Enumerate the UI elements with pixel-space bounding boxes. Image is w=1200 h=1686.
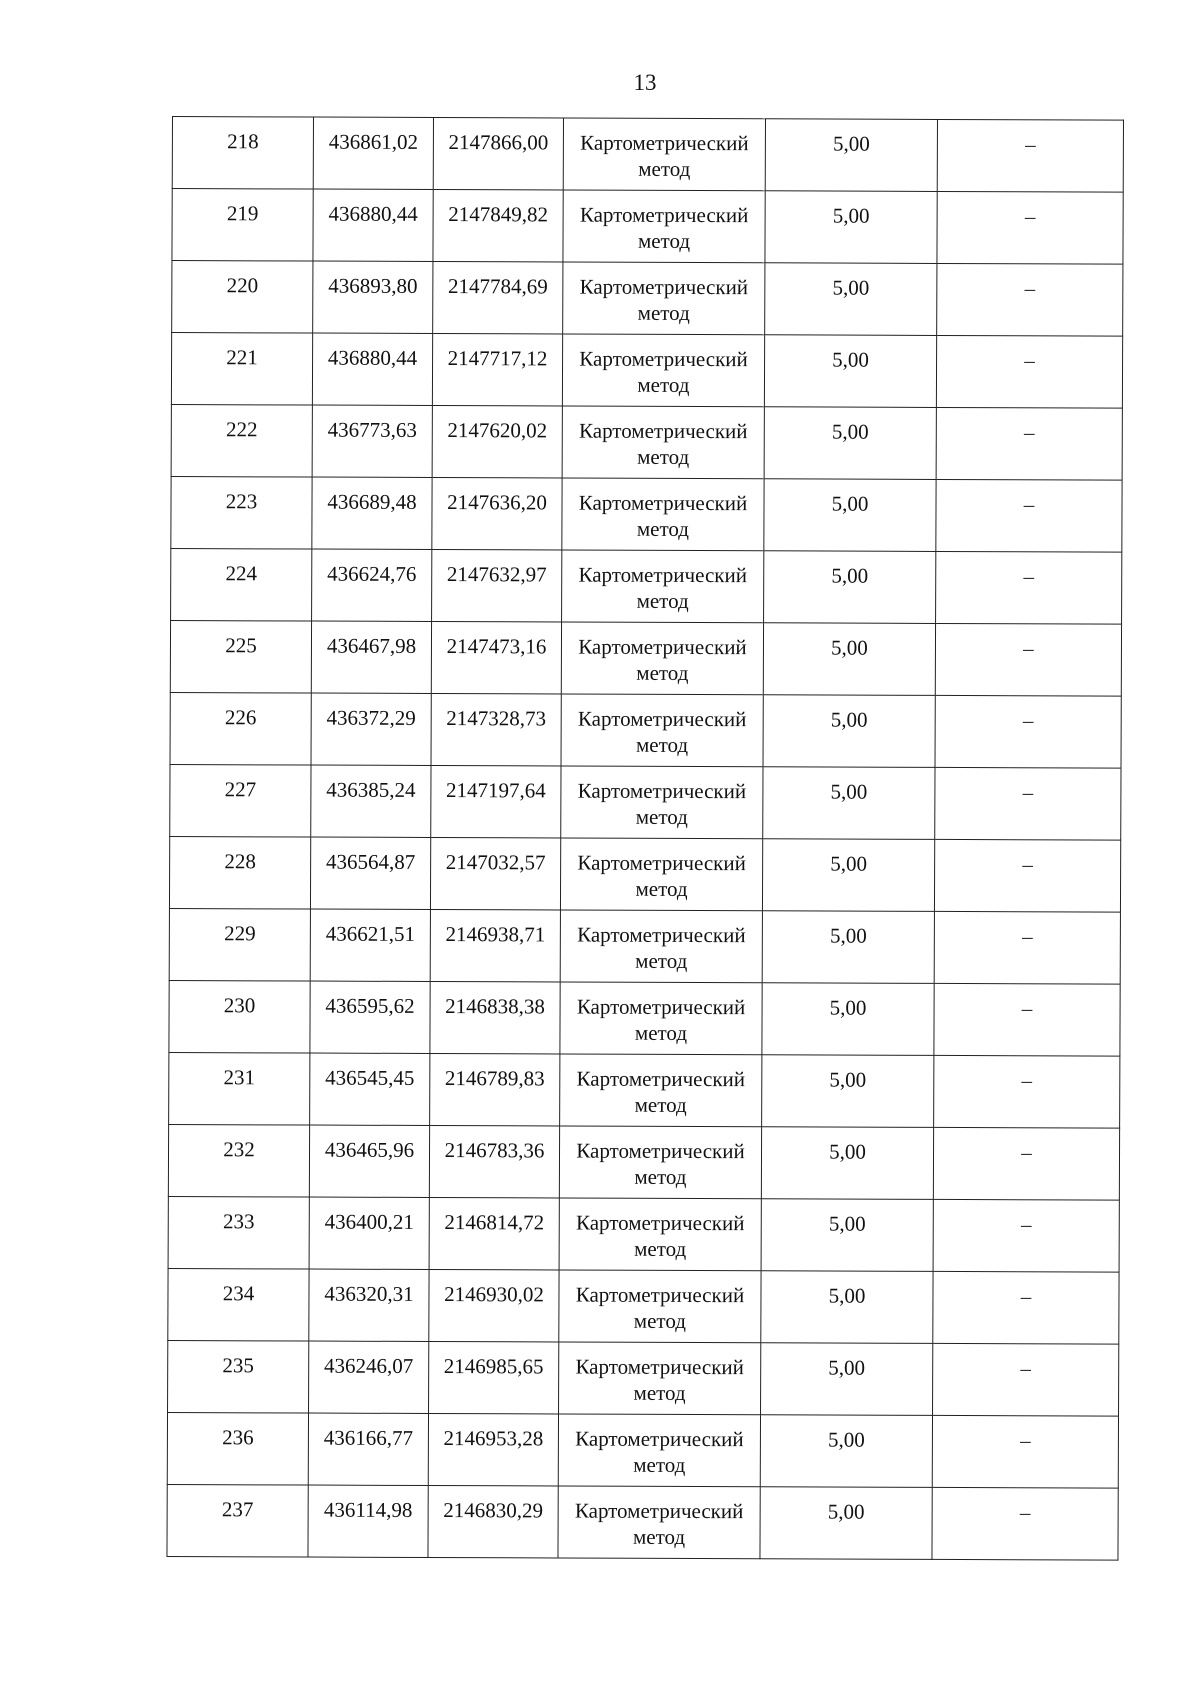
x-coordinate-cell: 436893,80 [313,261,433,333]
description-cell: – [936,335,1122,408]
method-cell: Картометрический метод [558,1486,760,1559]
accuracy-cell: 5,00 [764,407,936,480]
table-row [167,1412,1118,1488]
point-number-cell: 218 [172,117,313,190]
accuracy-cell: 5,00 [760,1415,932,1488]
point-number-cell: 220 [172,261,313,334]
description-cell: – [934,911,1120,984]
x-coordinate-cell: 436564,87 [310,837,430,909]
point-number-cell: 236 [167,1412,308,1485]
x-coordinate-cell: 436400,21 [309,1197,429,1269]
description-cell: – [932,1415,1118,1488]
x-coordinate-cell: 436621,51 [310,909,430,981]
method-cell: Картометрический метод [562,334,764,407]
accuracy-cell: 5,00 [762,1055,934,1128]
x-coordinate-cell: 436595,62 [310,981,430,1053]
y-coordinate-cell: 2146985,65 [429,1341,559,1413]
x-coordinate-cell: 436773,63 [312,405,432,477]
description-cell: – [936,551,1122,624]
point-number-cell: 224 [171,548,312,621]
table-row [172,189,1123,265]
accuracy-cell: 5,00 [764,551,936,624]
y-coordinate-cell: 2146783,36 [429,1125,559,1197]
method-cell: Картометрический метод [559,1126,761,1199]
description-cell: – [933,1199,1119,1272]
coordinates-table [166,116,1124,1561]
method-cell: Картометрический метод [562,550,764,623]
method-cell: Картометрический метод [559,1198,761,1271]
y-coordinate-cell: 2146830,29 [428,1485,558,1557]
accuracy-cell: 5,00 [761,1127,933,1200]
x-coordinate-cell: 436246,07 [309,1341,429,1413]
description-cell: – [936,479,1122,552]
accuracy-cell: 5,00 [763,623,935,696]
x-coordinate-cell: 436689,48 [312,477,432,549]
accuracy-cell: 5,00 [765,191,937,264]
y-coordinate-cell: 2146930,02 [429,1269,559,1341]
accuracy-cell: 5,00 [762,983,934,1056]
method-cell: Картометрический метод [560,838,762,911]
description-cell: – [936,407,1122,480]
accuracy-cell: 5,00 [765,263,937,336]
method-cell: Картометрический метод [563,118,765,191]
description-cell: – [937,263,1123,336]
y-coordinate-cell: 2146789,83 [430,1053,560,1125]
description-cell: – [937,191,1123,264]
coordinates-table-body [167,117,1124,1561]
description-cell: – [934,1055,1120,1128]
table-row [168,1196,1119,1272]
point-number-cell: 233 [168,1196,309,1269]
description-cell: – [933,1127,1119,1200]
y-coordinate-cell: 2147636,20 [432,478,562,550]
description-cell: – [934,983,1120,1056]
accuracy-cell: 5,00 [764,335,936,408]
table-row [169,1052,1120,1128]
accuracy-cell: 5,00 [763,767,935,840]
table-row [171,333,1122,409]
table-row [170,620,1121,696]
table-row [170,764,1121,840]
y-coordinate-cell: 2147328,73 [431,693,561,765]
y-coordinate-cell: 2147197,64 [431,765,561,837]
y-coordinate-cell: 2146838,38 [430,981,560,1053]
x-coordinate-cell: 436465,96 [309,1125,429,1197]
y-coordinate-cell: 2147473,16 [431,622,561,694]
point-number-cell: 223 [171,476,312,549]
accuracy-cell: 5,00 [764,479,936,552]
y-coordinate-cell: 2146938,71 [430,909,560,981]
description-cell: – [937,119,1123,192]
point-number-cell: 221 [171,333,312,406]
table-row [172,261,1123,337]
method-cell: Картометрический метод [560,1054,762,1127]
table-row [170,692,1121,768]
point-number-cell: 229 [169,908,310,981]
table-row [168,1340,1119,1416]
description-cell: – [932,1487,1118,1560]
method-cell: Картометрический метод [560,910,762,983]
accuracy-cell: 5,00 [761,1199,933,1272]
accuracy-cell: 5,00 [760,1487,932,1560]
table-row [171,476,1122,552]
description-cell: – [933,1271,1119,1344]
table-row [167,1484,1118,1560]
point-number-cell: 232 [168,1124,309,1197]
description-cell: – [934,839,1120,912]
table-row [171,548,1122,624]
table-row [169,908,1120,984]
x-coordinate-cell: 436624,76 [312,549,432,621]
method-cell: Картометрический метод [558,1414,760,1487]
accuracy-cell: 5,00 [761,1271,933,1344]
method-cell: Картометрический метод [562,478,764,551]
y-coordinate-cell: 2147632,97 [432,550,562,622]
method-cell: Картометрический метод [559,1342,761,1415]
y-coordinate-cell: 2146953,28 [428,1413,558,1485]
table-row [168,1268,1119,1344]
method-cell: Картометрический метод [561,766,763,839]
x-coordinate-cell: 436320,31 [309,1269,429,1341]
point-number-cell: 234 [168,1268,309,1341]
y-coordinate-cell: 2147717,12 [432,334,562,406]
x-coordinate-cell: 436166,77 [308,1413,428,1485]
point-number-cell: 227 [170,764,311,837]
method-cell: Картометрический метод [561,694,763,767]
table-row [172,117,1123,193]
page-number: 13 [633,70,657,95]
x-coordinate-cell: 436880,44 [313,189,433,261]
x-coordinate-cell: 436861,02 [313,117,433,189]
accuracy-cell: 5,00 [762,839,934,912]
point-number-cell: 231 [169,1052,310,1125]
x-coordinate-cell: 436880,44 [312,333,432,405]
x-coordinate-cell: 436114,98 [308,1485,428,1557]
accuracy-cell: 5,00 [762,911,934,984]
method-cell: Картометрический метод [559,1270,761,1343]
accuracy-cell: 5,00 [763,695,935,768]
point-number-cell: 235 [168,1340,309,1413]
description-cell: – [933,1343,1119,1416]
x-coordinate-cell: 436372,29 [311,693,431,765]
accuracy-cell: 5,00 [761,1343,933,1416]
y-coordinate-cell: 2147849,82 [433,190,563,262]
point-number-cell: 237 [167,1484,308,1557]
y-coordinate-cell: 2147620,02 [432,406,562,478]
description-cell: – [935,623,1121,696]
point-number-cell: 226 [170,692,311,765]
method-cell: Картометрический метод [563,262,765,335]
table-row [169,980,1120,1056]
description-cell: – [935,695,1121,768]
y-coordinate-cell: 2146814,72 [429,1197,559,1269]
point-number-cell: 219 [172,189,313,262]
point-number-cell: 228 [169,836,310,909]
method-cell: Картометрический метод [562,406,764,479]
method-cell: Картометрический метод [560,982,762,1055]
point-number-cell: 230 [169,980,310,1053]
table-row [169,836,1120,912]
x-coordinate-cell: 436385,24 [311,765,431,837]
description-cell: – [935,767,1121,840]
accuracy-cell: 5,00 [765,119,937,192]
method-cell: Картометрический метод [563,190,765,263]
y-coordinate-cell: 2147032,57 [430,837,560,909]
y-coordinate-cell: 2147866,00 [433,118,563,190]
x-coordinate-cell: 436545,45 [310,1053,430,1125]
point-number-cell: 225 [170,620,311,693]
table-row [168,1124,1119,1200]
table-row [171,404,1122,480]
method-cell: Картометрический метод [561,622,763,695]
y-coordinate-cell: 2147784,69 [433,262,563,334]
point-number-cell: 222 [171,404,312,477]
x-coordinate-cell: 436467,98 [311,621,431,693]
